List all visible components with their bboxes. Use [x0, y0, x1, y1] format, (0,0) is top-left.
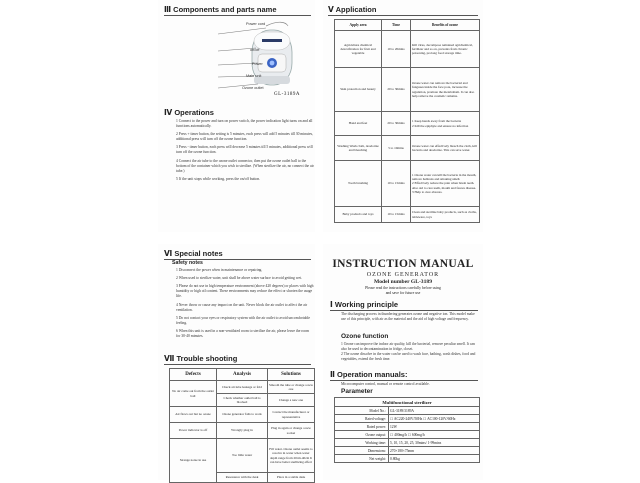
- operation-step: 5 If the unit stops while working, press the on/off button.: [176, 176, 261, 181]
- label-ozone-outlet: Ozone outlet: [242, 86, 264, 90]
- application-table: [334, 19, 480, 223]
- defect: Power indicator is off: [170, 423, 217, 439]
- apply-time: 5 to 10mins: [382, 136, 411, 161]
- operation-step: 3 Press - timer button, each press will decrease 5 minutes till 5 minutes, additional press will turn off the ozone function.: [176, 145, 313, 155]
- model-caption: GL-3189A: [274, 92, 300, 97]
- spec-value: 5, 10, 15, 20, 25, 30mins/ 1-99mins: [389, 439, 480, 447]
- operation-step: 1 Connect to the power and turn on power switch, the power indication light turns on and all functions automatically.: [176, 119, 313, 128]
- safety-note: 3 Please do not use in high temperature environment (above 420 degrees) or places with high humidity or high oil content. These environments may reduce the effect or shorten the usage life.: [176, 284, 314, 299]
- spec-value: 270×180×75mm: [389, 447, 480, 455]
- spec-title: Multifunctional sterilizer: [335, 398, 480, 407]
- apply-area: Baby products and toys: [335, 207, 382, 223]
- safety-note: 1 Disconnect the power when in maintenance or repairing.: [176, 268, 263, 272]
- divider: [164, 15, 311, 16]
- divider: [330, 310, 478, 311]
- spec-key: Working time:: [335, 439, 389, 447]
- operation-manuals-text: Microcomputer control, manual or remote control available.: [341, 382, 430, 386]
- label-on-off: on/off: [250, 48, 260, 52]
- column-header: Time: [382, 20, 411, 31]
- defect: Air flows out but no ozone: [170, 407, 217, 423]
- page-cover: [323, 244, 483, 480]
- apply-time: 10 to 20mins: [382, 31, 411, 68]
- safety-notes-subheading: Safety notes: [172, 260, 203, 266]
- working-principle-text: The discharging process in thundering generates ozone and negative ion. This model make use of this principle, with air as the material and the aid of high voltage and frequency.: [341, 312, 475, 321]
- apply-area: Skin protection and beauty: [335, 68, 382, 112]
- operations-heading: Ⅳ Operations: [164, 108, 214, 117]
- solution: Contact the manufacturer or representative: [268, 407, 315, 423]
- troubleshooting-table: [169, 368, 315, 483]
- divider: [164, 364, 311, 365]
- analysis: Check air tube leakage or fold: [217, 381, 268, 394]
- column-header: Solutions: [268, 369, 315, 381]
- spec-key: Rated power:: [335, 423, 389, 431]
- apply-benefit: Kill virus, decompose remained agrichemical, fertilizer and so on, prevents from chronic poisoning, prolong food storage time.: [411, 31, 480, 68]
- solution: Plug in again or change a new socket: [268, 423, 315, 439]
- analysis: Resonance with the desk: [217, 473, 268, 483]
- label-power: Power: [252, 62, 263, 66]
- solution: Fill water. Ozone outlet seems to resolve in water when water depth range from 20cm-40cm It can have better sterilizing effect: [268, 439, 315, 473]
- apply-area: Tooth brushing: [335, 161, 382, 207]
- parameter-table: [334, 397, 480, 463]
- column-header: Apply area: [335, 20, 382, 31]
- operation-manuals-heading: Ⅱ Operation manuals:: [330, 370, 408, 379]
- ozone-function-heading: Ozone function: [341, 333, 389, 340]
- spec-value: 0.80kg: [389, 455, 480, 463]
- apply-area: Washing Wash cloth, deodorize and bleaching: [335, 136, 382, 161]
- special-notes-heading: Ⅵ Special notes: [164, 249, 223, 258]
- column-header: Defects: [170, 369, 217, 381]
- apply-area: Agriculture chemical detoxification for fruit and vegetable: [335, 31, 382, 68]
- solution: Place in a stable desk: [268, 473, 315, 483]
- label-main-unit: Main unit: [246, 74, 262, 78]
- read-note: Please read the instructions carefully before using and save for future use: [365, 286, 441, 295]
- spec-value: GL-3189/3189A: [389, 407, 480, 415]
- apply-benefit: Clean and sterilize baby products, such as cloths, tableware, toys: [411, 207, 480, 223]
- defect: Strange noise in use: [170, 439, 217, 483]
- page-notes-troubleshooting: [158, 244, 315, 480]
- safety-note: 2 When used to sterilize water, unit shall be above water surface to avoid getting wet.: [176, 276, 303, 281]
- divider: [328, 15, 478, 16]
- manual-subtitle: OZONE GENERATOR: [366, 272, 440, 278]
- analysis: Check whether outlet ball is blocked: [217, 394, 268, 407]
- label-power-cord: Power cord: [246, 22, 266, 26]
- components-heading: Ⅲ Components and parts name: [164, 5, 277, 14]
- application-heading: Ⅴ Application: [328, 5, 377, 14]
- defect: No air come out from the outlet ball: [170, 381, 217, 407]
- analysis: Ozone generator fails to work: [217, 407, 268, 423]
- column-header: Analysis: [217, 369, 268, 381]
- apply-area: Hand and feet: [335, 112, 382, 136]
- analysis: Too little water: [217, 439, 268, 473]
- page-application: [323, 0, 483, 232]
- operations-text: [176, 119, 314, 185]
- solution: Change a new one: [268, 394, 315, 407]
- solution: Smooth the tube or change a new one: [268, 381, 315, 394]
- troubleshooting-heading: Ⅶ Trouble shooting: [164, 354, 238, 363]
- operation-step: 2 Press + timer button, the setting is 5 minutes, each press will add 5 minutes till 30 minutes, additional press will turn off the ozone function.: [176, 132, 313, 142]
- analysis: Wrongly plug in: [217, 423, 268, 439]
- column-header: Benefits of ozone: [411, 20, 480, 31]
- apply-benefit: Ozone water can effectively bleach the cloth, kill bacteria and deodorize. This can save water.: [411, 136, 480, 161]
- apply-benefit: Ozone water can remove the bacterial and funguses inside the face pore, increase the regulation, promote the metabolism. It can also help remove the cosmetic remains.: [411, 68, 480, 112]
- safety-note: 6 When this unit is used in a non-ventilated room to sterilize the air, please leave the room for 30-40 minutes.: [176, 328, 310, 338]
- spec-key: Dimensions:: [335, 447, 389, 455]
- apply-benefit: 1 Ozone water can kill the bacteria in the mouth, remove halitosis and smoking smell. 2 Effectively reduce the pain when brush teeth. Also aid to care teeth, mouth and fauces disease. 3 Help to cure abscess.: [411, 161, 480, 207]
- apply-benefit: 1 Keep hands away from the bacteria 2 Kill the epiphyte and ensure no infection: [411, 112, 480, 136]
- spec-key: Ozone output:: [335, 431, 389, 439]
- apply-time: 20 to 30mins: [382, 68, 411, 112]
- spec-value: 12W: [389, 423, 480, 431]
- model-number: Model number GL-3189: [373, 279, 432, 285]
- manual-title: INSTRUCTION MANUAL: [332, 258, 474, 270]
- spec-key: Model No.:: [335, 407, 389, 415]
- apply-time: 20 to 30mins: [382, 112, 411, 136]
- safety-notes-list: [176, 268, 314, 342]
- parameter-heading: Parameter: [341, 388, 373, 395]
- apply-time: 10 to 15mins: [382, 161, 411, 207]
- spec-key: Net weight:: [335, 455, 389, 463]
- divider: [330, 380, 478, 381]
- safety-note: 5 Do not contact your eyes or respiratory system with the air outlet to avoid uncomfortable feeling.: [176, 315, 311, 325]
- page-components-operations: [158, 0, 315, 232]
- spec-value: ☐ AC220-240V/50Hz ☐ AC100-120V/60Hz: [389, 415, 480, 423]
- spec-value: ☐ 400mg/h ☐ 600mg/h: [389, 431, 480, 439]
- apply-time: 10 to 15mins: [382, 207, 411, 223]
- working-principle-heading: Ⅰ Working principle: [330, 300, 399, 309]
- safety-note: 4 Never throw or cause any impact on the unit. Never block the air outlet to affect the air ventilation.: [176, 302, 308, 312]
- ozone-function-text: 1 Ozone can improve the indoor air quality, kill the bacterial, remove peculiar smell. It can also be used to decontamination in fridge, closet. 2 The ozone dissolve in the water can be used to wash face, bathing, wash dishes, food and vegetables, extend the fresh time.: [341, 342, 476, 361]
- operation-step: 4 Connect the air tube to the ozone outlet connector, then put the ozone outlet ball to the bottom of the container which you wish to sterilize. (When sterilize the air, no connect the air tube.): [176, 158, 314, 173]
- spec-key: Rated voltage:: [335, 415, 389, 423]
